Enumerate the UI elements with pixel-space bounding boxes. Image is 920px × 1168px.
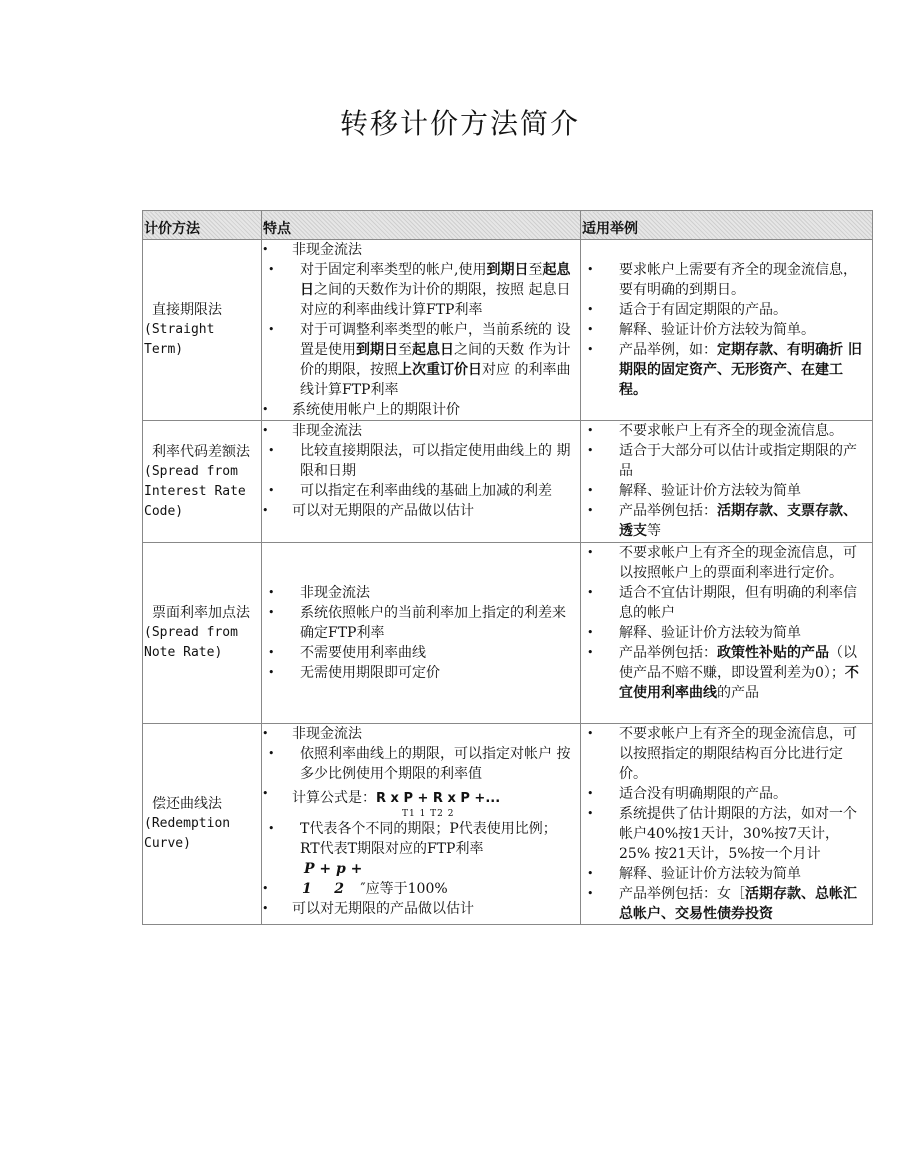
list-item: • 不要求帐户上有齐全的现金流信息，可以按照指定的期限结构百分比进行定价。 <box>581 724 872 784</box>
list-item: • 对于可调整利率类型的帐户，当前系统的 设置是使用到期日至起息日之间的天数 作为计价的期限，按照上次重订价日对应 的利率曲线计算FTP利率 <box>262 320 580 400</box>
method-name-cn: 偿还曲线法 <box>152 796 222 812</box>
method-cell <box>143 240 262 421</box>
method-name-en: (Spread from Note Rate) <box>144 625 238 660</box>
list-item: • 不要求帐户上有齐全的现金流信息，可以按照帐户上的票面利率进行定价。 <box>581 543 872 583</box>
emphasis-text: 起息日 <box>412 342 454 358</box>
emphasis-text: 政策性补贴的产品 <box>717 645 829 661</box>
emphasis-text: 定期存款、有明确折 旧期限的固定资产、无形资产、在建工程。 <box>619 342 862 398</box>
examples-cell <box>581 240 873 421</box>
list-item: • 系统提供了估计期限的方法，如对一个帐户40%按1天计，30%按7天计，25% 按21天计，5%按一个月计 <box>581 804 872 864</box>
list-item: • 可以对无期限的产品做以估计 <box>262 501 580 521</box>
list-item: • 适合不宜估计期限，但有明确的利率信息的帐户 <box>581 583 872 623</box>
list-item: • 比较直接期限法，可以指定使用曲线上的 期限和日期 <box>262 441 580 481</box>
list-item: • 不要求帐户上有齐全的现金流信息。 <box>581 421 872 441</box>
list-item: • 无需使用期限即可定价 <box>262 663 580 683</box>
list-item: • 产品举例包括：政策性补贴的产品（以使产品不赔不赚，即设置利差为0）；不宜使用利率曲线的产品 <box>581 643 872 703</box>
method-name-cn: 利率代码差额法 <box>152 443 250 460</box>
list-item: • 可以对无期限的产品做以估计 <box>262 899 580 919</box>
features-cell <box>262 724 581 925</box>
list-item: • 产品举例包括：活期存款、支票存款、 透支等 <box>581 501 872 541</box>
list-item: • 适合于大部分可以估计或指定期限的产品 <box>581 441 872 481</box>
list-item: • 适合于有固定期限的产品。 <box>581 300 872 320</box>
emphasis-text: 起息日 <box>300 262 571 298</box>
emphasis-text: 到期日 <box>486 262 529 278</box>
list-item: • 解释、验证计价方法较为简单 <box>581 481 872 501</box>
emphasis-text: 到期日 <box>356 342 398 358</box>
list-item: • 产品举例，如：定期存款、有明确折 旧期限的固定资产、无形资产、在建工程。 <box>581 340 872 400</box>
formula-label: 计算公式是： <box>292 790 376 806</box>
method-cell <box>143 421 262 543</box>
table-header-row <box>143 211 873 240</box>
formula-p2: 2 <box>334 881 344 897</box>
examples-cell <box>581 543 873 724</box>
features-cell <box>262 421 581 543</box>
formula-subscripts: T1 1 T2 2 <box>402 809 455 819</box>
method-name-cn: 直接期限法 <box>152 302 222 318</box>
list-item: • 非现金流法 <box>262 421 580 441</box>
emphasis-text: 活期存款、支票存款、 透支 <box>619 503 857 539</box>
emphasis-text: 上次重订价日 <box>398 362 482 378</box>
list-item: • 适合没有明确期限的产品。 <box>581 784 872 804</box>
list-item: • 解释、验证计价方法较为简单 <box>581 623 872 643</box>
list-item: • 可以指定在利率曲线的基础上加减的利差 <box>262 481 580 501</box>
page-title: 转移计价方法简介 <box>339 107 580 140</box>
formula: R x P + R x P +... <box>376 791 501 806</box>
list-item: • 解释、验证计价方法较为简单。 <box>581 320 872 340</box>
list-item: • 系统依照帐户的当前利率加上指定的利差来确定FTP利率 <box>262 603 580 643</box>
method-name-en: (Spread from Interest Rate Code) <box>144 463 246 519</box>
list-item: • 系统使用帐户上的期限计价 <box>262 400 580 420</box>
header-method: 计价方法 <box>143 211 262 240</box>
ftp-methods-table <box>142 210 873 925</box>
list-item: • 依照利率曲线上的期限，可以指定对帐户 按多少比例使用个期限的利率值 <box>262 744 580 784</box>
list-item <box>262 819 580 879</box>
method-cell <box>143 543 262 724</box>
examples-cell <box>581 724 873 925</box>
features-cell <box>262 543 581 724</box>
list-item <box>262 879 580 899</box>
list-item: • 非现金流法 <box>262 583 580 603</box>
list-item: • 不需要使用利率曲线 <box>262 643 580 663</box>
table-row <box>143 240 873 421</box>
method-cell <box>143 724 262 925</box>
method-name-en: (Straight Term) <box>144 322 215 357</box>
formula-sum: ″应等于100% <box>360 881 448 897</box>
formula-p: P + p + <box>304 861 363 877</box>
emphasis-text: 不宜使用利率曲线 <box>619 665 859 701</box>
emphasis-text: 活期存款、总帐汇 总帐户、交易性债券投资 <box>619 886 857 922</box>
list-item: • 非现金流法 <box>262 240 580 260</box>
formula-note: T代表各个不同的期限；P代表使用比例； RT代表T期限对应的FTP利率 <box>300 821 557 857</box>
list-item: • 产品举例包括：女［活期存款、总帐汇 总帐户、交易性债券投资 <box>581 884 872 924</box>
method-name-cn: 票面利率加点法 <box>152 605 250 621</box>
list-item: • 要求帐户上需要有齐全的现金流信息，要有明确的到期日。 <box>581 260 872 300</box>
header-features: 特点 <box>262 211 581 240</box>
formula-p1: 1 <box>302 881 312 897</box>
table-row <box>143 421 873 543</box>
method-name-en: (Redemption Curve) <box>144 816 231 851</box>
list-item: • 对于固定利率类型的帐户,使用到期日至起息日之间的天数作为计价的期限，按照 起息日对应的利率曲线计算FTP利率 <box>262 260 580 320</box>
table-row <box>143 543 873 724</box>
header-examples: 适用举例 <box>581 211 873 240</box>
table-row <box>143 724 873 925</box>
list-item: • 解释、验证计价方法较为简单 <box>581 864 872 884</box>
list-item <box>262 784 580 819</box>
examples-cell <box>581 421 873 543</box>
list-item: • 非现金流法 <box>262 724 580 744</box>
features-cell <box>262 240 581 421</box>
